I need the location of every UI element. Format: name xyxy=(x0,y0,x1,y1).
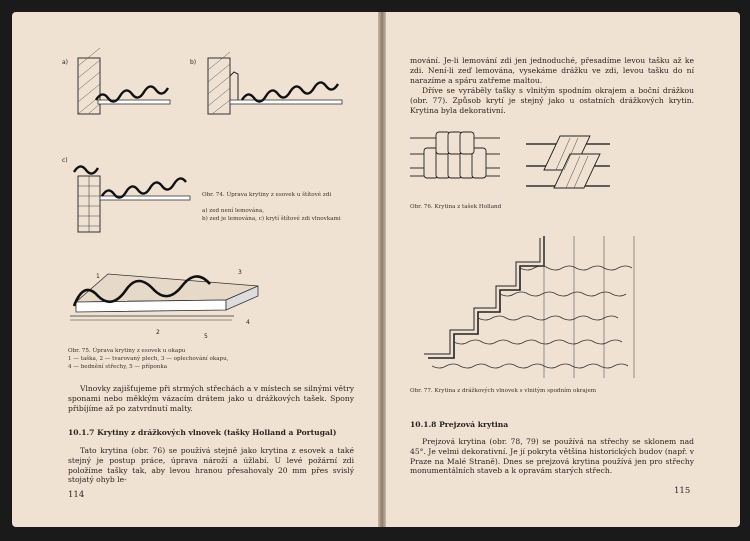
figure-74a-drawing xyxy=(62,56,172,116)
figure-75-number-4: 4 xyxy=(246,319,250,326)
book-gutter xyxy=(378,12,386,527)
right-paragraph-2: Dříve se vyráběly tašky s vlnitým spodním okrajem a boční drážkou (obr. 77). Způsob krytí je stejný jako u ostatních drážkových krytin. Krytina byla dekorativní. xyxy=(410,86,694,115)
figure-75-number-5: 5 xyxy=(204,333,208,340)
right-paragraph-3: Prejzová krytina (obr. 78, 79) se používá na střechy se sklonem nad 45°. Je velmi dekorativní. Je jí pokryta většina historických budov (např. v Praze na Malé Straně). Dnes se prejzová krytina používá jen pro střechy monumentálních staveb a k opravám starých střech. xyxy=(410,437,694,476)
figure-77-caption: Obr. 77. Krytina z drážkových vlnovek s vlnitým spodním okrajem xyxy=(410,388,597,394)
section-heading-10-1-8: 10.1.8 Prejzová krytina xyxy=(410,420,509,429)
figure-75-legend-2: 4 — bednění střechy, 5 — příponka xyxy=(68,364,168,370)
page-number-114: 114 xyxy=(68,490,85,500)
figure-75-number-1: 1 xyxy=(96,273,100,280)
figure-76-left-drawing xyxy=(410,128,500,188)
figure-74c-drawing xyxy=(62,154,192,234)
left-paragraph-1: Vlnovky zajišťujeme při strmých střechách a v místech se silnými větry sponami nebo měkkým vázacím drátem jako u drážkových tašek. Spony přibíjíme až po zatvrdnutí malty. xyxy=(68,384,354,413)
figure-74b-drawing xyxy=(190,56,350,116)
section-heading-10-1-7: 10.1.7 Krytiny z drážkových vlnovek (tašky Holland a Portugal) xyxy=(68,428,337,437)
figure-76-right-drawing xyxy=(524,130,614,192)
figure-74-caption: Obr. 74. Úprava krytiny z esovek u štítové zdi xyxy=(202,192,332,198)
figure-76-caption: Obr. 76. Krytina z tašek Holland xyxy=(410,204,502,210)
page-number-115: 115 xyxy=(674,486,691,496)
figure-74c-label: c) xyxy=(62,157,68,164)
figure-74-item-a: a) zed není lemována, xyxy=(202,208,264,214)
figure-75-caption: Obr. 75. Úprava krytiny z esovek u okapu xyxy=(68,348,186,354)
figure-75-number-3: 3 xyxy=(238,269,242,276)
figure-74-item-bc: b) zed je lemována, c) krytí štítové zdi vlnovkami xyxy=(202,216,341,222)
right-paragraph-1: mování. Je-li lemování zdi jen jednoduché, přesadíme levou tašku až ke zdi. Není-li zeď lemována, vysekáme drážku ve zdi, levou tašku do ní narazíme a spáru zatřeme maltou. xyxy=(410,56,694,85)
figure-75-drawing xyxy=(66,264,266,344)
left-paragraph-2: Tato krytina (obr. 76) se používá stejně jako krytina z esovek a také stejný je postup práce, úprava nároží a úžlabí. U levé požární zdi položíme tašky tak, aby levou hranou přesahovaly 20 mm přes svislý stojatý ohyb le- xyxy=(68,446,354,485)
figure-77-drawing xyxy=(410,232,650,382)
figure-74b-label: b) xyxy=(190,59,197,66)
figure-75-legend-1: 1 — taška, 2 — tvarovaný plech, 3 — oplechování okapu, xyxy=(68,356,229,362)
figure-75-number-2: 2 xyxy=(156,329,160,336)
figure-74a-label: a) xyxy=(62,59,69,66)
